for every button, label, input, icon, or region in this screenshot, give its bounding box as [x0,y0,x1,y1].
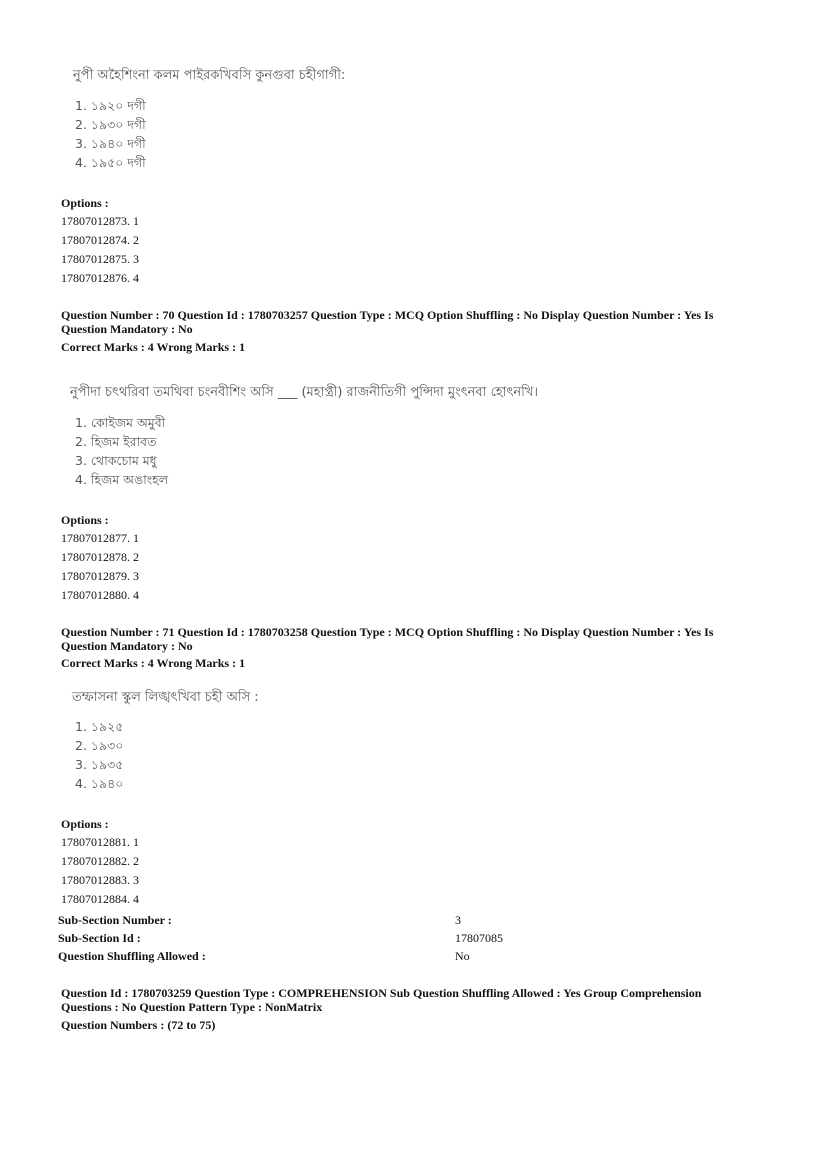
options-label: Options : [61,196,109,210]
question-stem: নুপী অহৈশিংনা কলম পাইরকখিবসি কুনগুবা চহীগাগী: [73,68,346,83]
image-option: 3. ১৯৪০ দগী [75,136,146,151]
image-option: 4. হিজম অঙাংহল [75,472,169,487]
question-marks: Correct Marks : 4 Wrong Marks : 1 [61,656,246,670]
option-id: 17807012882. 2 [61,854,139,868]
subsection-id-label: Sub-Section Id : [58,931,141,945]
image-option: 2. ১৯৩০ দগী [75,117,146,132]
comprehension-header: Question Id : 1780703259 Question Type : COMPREHENSION Sub Question Shuffling Allowed : Yes Group Comprehension [61,986,702,1000]
question-header: Question Number : 71 Question Id : 1780703258 Question Type : MCQ Option Shuffling : No Display Question Number : Yes Is [61,625,714,639]
image-option: 4. ১৯৫০ দগী [75,155,146,170]
option-id: 17807012876. 4 [61,271,139,285]
subsection-number-label: Sub-Section Number : [58,913,172,927]
question-marks: Correct Marks : 4 Wrong Marks : 1 [61,340,246,354]
option-id: 17807012881. 1 [61,835,139,849]
option-id: 17807012879. 3 [61,569,139,583]
options-label: Options : [61,513,109,527]
question-shuffling-value: No [455,949,470,963]
image-option: 2. ১৯৩০ [75,738,124,753]
subsection-number-value: 3 [455,913,461,927]
option-id: 17807012874. 2 [61,233,139,247]
option-id: 17807012873. 1 [61,214,139,228]
option-id: 17807012877. 1 [61,531,139,545]
image-option: 2. হিজম ইরাবত [75,434,157,449]
image-option: 3. থোকচোম মধু [75,453,157,468]
comprehension-header-cont: Questions : No Question Pattern Type : NonMatrix [61,1000,323,1014]
options-label: Options : [61,817,109,831]
question-stem: তম্ফাসনা স্কুল লিঙ্খৎখিবা চহী অসি : [72,690,259,705]
image-option: 1. ১৯২০ দগী [75,98,146,113]
image-option: 4. ১৯৪০ [75,776,124,791]
comprehension-question-numbers: Question Numbers : (72 to 75) [61,1018,216,1032]
option-id: 17807012878. 2 [61,550,139,564]
question-header-cont: Question Mandatory : No [61,322,193,336]
option-id: 17807012884. 4 [61,892,139,906]
question-stem: নুপীদা চৎথরিবা তমথিবা চংনবীশিং অসি ___ (মহাপ্ত্রী) রাজনীতিগী পুন্সিদা মুংৎনবা হোৎনখি। [70,385,539,400]
question-header-cont: Question Mandatory : No [61,639,193,653]
subsection-id-value: 17807085 [455,931,503,945]
image-option: 1. কোইজম অমুবী [75,415,166,430]
question-shuffling-label: Question Shuffling Allowed : [58,949,206,963]
image-option: 3. ১৯৩৫ [75,757,124,772]
option-id: 17807012880. 4 [61,588,139,602]
option-id: 17807012883. 3 [61,873,139,887]
image-option: 1. ১৯২৫ [75,719,124,734]
question-header: Question Number : 70 Question Id : 1780703257 Question Type : MCQ Option Shuffling : No Display Question Number : Yes Is [61,308,714,322]
option-id: 17807012875. 3 [61,252,139,266]
